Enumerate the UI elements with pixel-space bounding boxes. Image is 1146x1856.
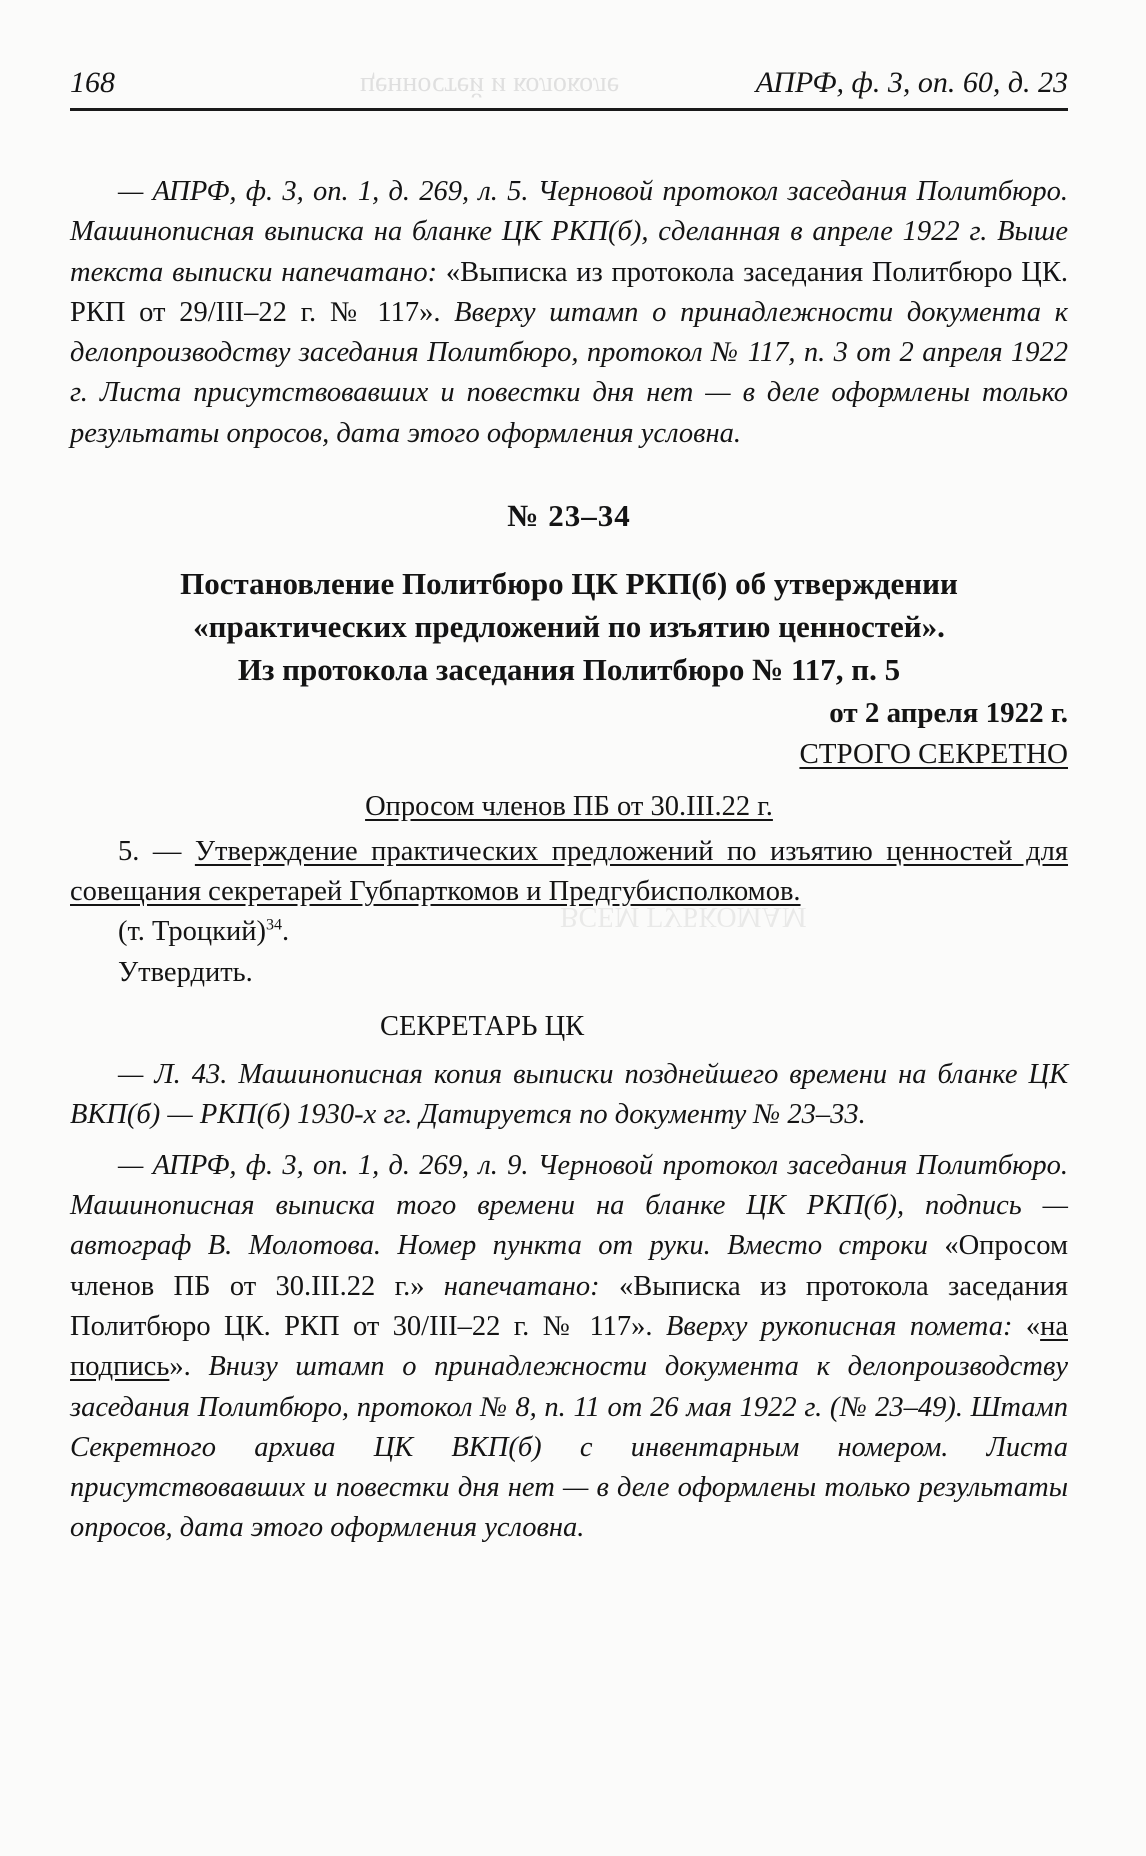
decision: Утвердить. [118, 956, 253, 988]
archival-note: — Л. 43. Машинописная копия выписки позднейшего времени на бланке ЦК ВКП(б) — РКП(б) 1930-х гг. Датируется по документу № 23–33. [70, 1059, 1068, 1131]
classification-stamp [70, 733, 1068, 775]
classification-text: СТРОГО СЕКРЕТНО [799, 738, 1068, 771]
document-date: от 2 апреля 1922 г. [829, 697, 1068, 730]
note-italic: напечатано: [424, 1270, 619, 1302]
agenda-item [70, 832, 1068, 913]
speaker-tail: . [281, 916, 290, 948]
page-body [70, 172, 1068, 1549]
running-head: АПРФ, ф. 3, оп. 60, д. 23 [755, 66, 1068, 99]
note-handwritten-mark: на подпись [70, 1310, 1068, 1383]
speaker-line [118, 912, 1068, 952]
show-through-text: ценностей и колоколе [360, 71, 620, 102]
note-italic: Вверху рукописная помета: [652, 1310, 1026, 1342]
note-italic: Вверху штамп о принадлежности документа к делопроизводству заседания Политбюро, протокол № 117, п. 3 от 2 апреля 1922 г. Листа присутствовавших и повестки дня нет — в деле оформлены только результаты опросов, дата этого оформления условна. [70, 296, 1068, 449]
poll-line [70, 787, 1068, 827]
document-title-line: Из протокола заседания Политбюро № 117, п. 5 [237, 652, 901, 688]
note-quote: «Выписка из протокола заседания Политбюро ЦК. РКП от 30/III–22 г. № 117». [70, 1270, 1069, 1342]
item-number: 5. — [118, 835, 195, 867]
archival-note [70, 1146, 1068, 1549]
note-quote-open: « [1025, 1310, 1041, 1342]
page-header [70, 62, 1068, 111]
document-title-line: «практических предложений по изъятию ценностей». [193, 609, 945, 645]
document-number: № 23–34 [507, 498, 631, 534]
item-text: Утверждение практических предложений по изъятию ценностей для совещания секретарей Губпарткомов и Предгубисполкомов. [70, 835, 1069, 907]
poll-text: Опросом членов ПБ от 30.III.22 г. [365, 791, 773, 823]
speaker: (т. Троцкий) [118, 916, 266, 948]
footnote-mark: 34 [265, 916, 282, 934]
note-quote: «Выписка из протокола заседания Политбюро ЦК. РКП от 29/III–22 г. № 117». [70, 256, 1069, 328]
note-quote: «Опросом членов ПБ от 30.III.22 г.» [70, 1230, 1068, 1302]
document-title-line: Постановление Политбюро ЦК РКП(б) об утверждении [180, 566, 958, 602]
signature: СЕКРЕТАРЬ ЦК [380, 1010, 585, 1042]
note-quote-close: ». [169, 1351, 191, 1383]
note-italic: — АПРФ, ф. 3, оп. 1, д. 269, л. 9. Черновой протокол заседания Политбюро. Машинописная выписка того времени на бланке ЦК РКП(б), подпись — автограф В. Молотова. Номер пункта от руки. Вместо строки [70, 1149, 1068, 1262]
note-italic: — АПРФ, ф. 3, оп. 1, д. 269, л. 5. Черновой протокол заседания Политбюро. Машинописная выписка на бланке ЦК РКП(б), сделанная в апреле 1922 г. Выше текста выписки напечатано: [70, 176, 1068, 288]
page-number: 168 [70, 66, 115, 99]
show-through-text: ВСЕМ ГУБКОМАМ [560, 901, 807, 932]
note-italic: Внизу штамп о принадлежности документа к делопроизводству заседания Политбюро, протокол № 8, п. 11 от 26 мая 1922 г. (№ 23–49). Штамп Секретного архива ЦК ВКП(б) с инвентарным номером. Листа присутствовавших и повестки дня нет — в деле оформлены только результаты опросов, дата этого оформления условна. [70, 1351, 1068, 1544]
archival-note [70, 172, 1068, 454]
